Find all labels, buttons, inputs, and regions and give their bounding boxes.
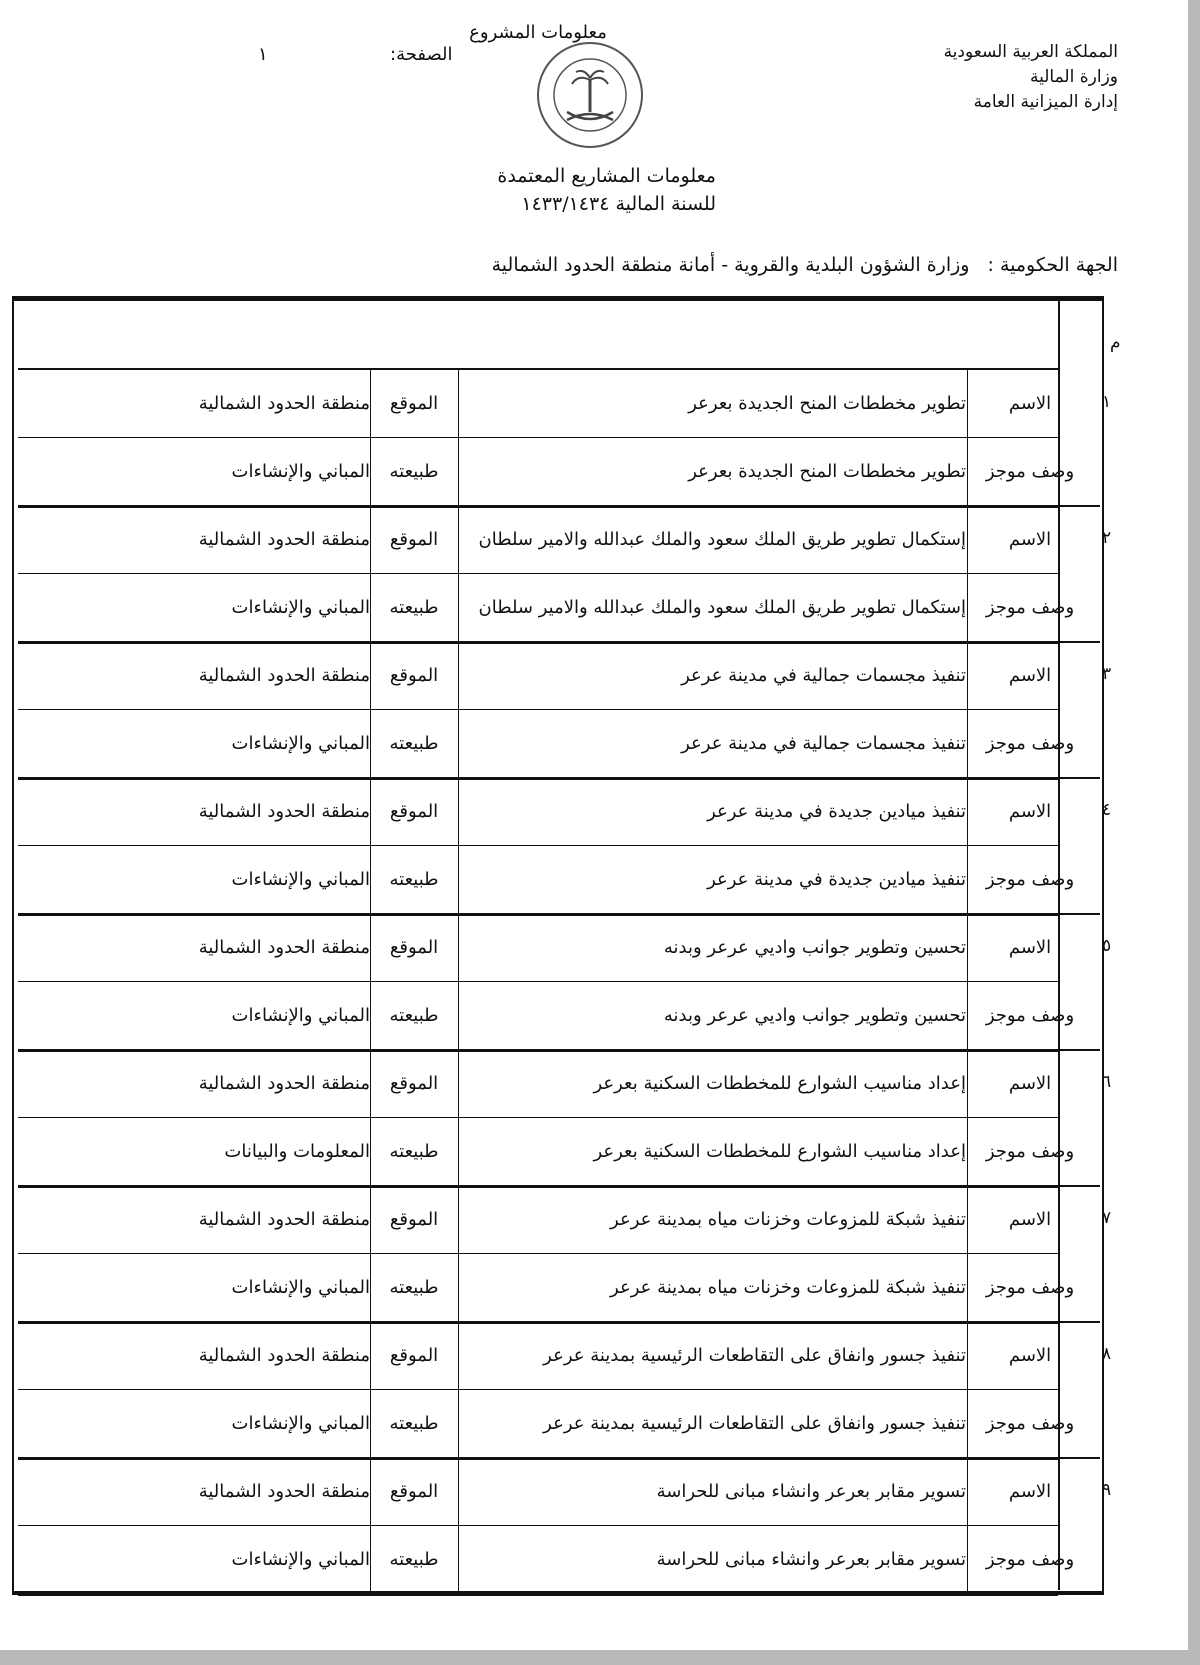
- project-number: ٥: [1102, 936, 1112, 956]
- nature-label: طبيعته: [389, 461, 439, 482]
- project-nature: المباني والإنشاءات: [231, 461, 370, 482]
- header-country: المملكة العربية السعودية: [943, 42, 1118, 62]
- desc-label: وصف موجز: [985, 869, 1075, 890]
- name-label: الاسم: [1008, 665, 1052, 686]
- entity-label: الجهة الحكومية :: [987, 254, 1118, 276]
- project-desc-row: [18, 846, 1075, 916]
- project-number: ٢: [1102, 528, 1112, 548]
- location-label: الموقع: [389, 1481, 439, 1502]
- nature-label: طبيعته: [389, 869, 439, 890]
- desc-label: وصف موجز: [985, 1549, 1075, 1570]
- desc-label: وصف موجز: [985, 1141, 1075, 1162]
- location-label: الموقع: [389, 529, 439, 550]
- nature-label: طبيعته: [389, 1141, 439, 1162]
- project-description: إعداد مناسيب الشوارع للمخططات السكنية بعرعر: [593, 1140, 966, 1162]
- project-nature: المباني والإنشاءات: [231, 733, 370, 754]
- project-nature: المباني والإنشاءات: [231, 1005, 370, 1026]
- entity-value: وزارة الشؤون البلدية والقروية - أمانة منطقة الحدود الشمالية: [491, 254, 970, 276]
- project-name: إعداد مناسيب الشوارع للمخططات السكنية بعرعر: [593, 1072, 966, 1094]
- location-label: الموقع: [389, 1073, 439, 1094]
- column-divider: [458, 982, 459, 1049]
- project-name-row: [18, 370, 1058, 438]
- table-header-row: [18, 302, 1058, 370]
- column-divider: [458, 1050, 459, 1117]
- location-label: الموقع: [389, 937, 439, 958]
- project-nature: المباني والإنشاءات: [231, 1277, 370, 1298]
- column-divider: [458, 846, 459, 913]
- column-divider: [458, 1390, 459, 1457]
- nature-label: طبيعته: [389, 1413, 439, 1434]
- project-desc-row: [18, 1390, 1075, 1460]
- project-number: ٨: [1102, 1344, 1112, 1364]
- project-name: تنفيذ جسور وانفاق على التقاطعات الرئيسية بمدينة عرعر: [543, 1344, 966, 1366]
- project-number: ٤: [1102, 800, 1112, 820]
- project-name-row: [18, 1186, 1058, 1254]
- project-description: تسوير مقابر بعرعر وانشاء مبانى للحراسة: [656, 1548, 966, 1570]
- project-location: منطقة الحدود الشمالية: [198, 393, 370, 414]
- location-label: الموقع: [389, 1345, 439, 1366]
- location-label: الموقع: [389, 665, 439, 686]
- column-divider: [458, 438, 459, 505]
- title-line-2: للسنة المالية ١٤٣٣/١٤٣٤: [521, 193, 716, 215]
- name-label: الاسم: [1008, 1481, 1052, 1502]
- name-label: الاسم: [1008, 801, 1052, 822]
- project-location: منطقة الحدود الشمالية: [198, 1209, 370, 1230]
- desc-label: وصف موجز: [985, 1277, 1075, 1298]
- project-desc-row: [18, 710, 1075, 780]
- nature-label: طبيعته: [389, 1549, 439, 1570]
- column-divider: [458, 1118, 459, 1185]
- name-label: الاسم: [1008, 937, 1052, 958]
- project-description: تنفيذ ميادين جديدة في مدينة عرعر: [707, 868, 966, 890]
- project-desc-row: [18, 438, 1075, 508]
- project-description: إستكمال تطوير طريق الملك سعود والملك عبدالله والامير سلطان: [478, 596, 966, 618]
- project-desc-row: [18, 1118, 1075, 1188]
- project-name-row: [18, 1050, 1058, 1118]
- project-name: تسوير مقابر بعرعر وانشاء مبانى للحراسة: [656, 1480, 966, 1502]
- column-divider: [458, 1526, 459, 1593]
- header-ministry: وزارة المالية: [1030, 67, 1118, 87]
- location-label: الموقع: [389, 801, 439, 822]
- name-label: الاسم: [1008, 393, 1052, 414]
- project-nature: المباني والإنشاءات: [231, 597, 370, 618]
- project-nature: المعلومات والبيانات: [224, 1141, 370, 1162]
- nature-label: طبيعته: [389, 597, 439, 618]
- column-divider: [458, 370, 459, 437]
- column-divider: [458, 710, 459, 777]
- project-description: تنفيذ شبكة للمزوعات وخزنات مياه بمدينة عرعر: [610, 1276, 966, 1298]
- project-description: تحسين وتطوير جوانب واديي عرعر وبدنه: [663, 1004, 966, 1026]
- government-entity: [492, 254, 1118, 276]
- project-description: تنفيذ جسور وانفاق على التقاطعات الرئيسية بمدينة عرعر: [543, 1412, 966, 1434]
- project-desc-row: [18, 574, 1075, 644]
- project-name: تنفيذ شبكة للمزوعات وخزنات مياه بمدينة عرعر: [610, 1208, 966, 1230]
- title-line-1: معلومات المشاريع المعتمدة: [497, 165, 716, 187]
- page-number: ١: [258, 44, 268, 65]
- desc-label: وصف موجز: [985, 1413, 1075, 1434]
- project-nature: المباني والإنشاءات: [231, 1549, 370, 1570]
- column-divider: [458, 1458, 459, 1525]
- project-number: ٣: [1102, 664, 1112, 684]
- column-divider: [458, 914, 459, 981]
- desc-label: وصف موجز: [985, 461, 1075, 482]
- column-divider: [458, 506, 459, 573]
- column-divider: [458, 1322, 459, 1389]
- header-serial: م: [1110, 333, 1121, 353]
- column-divider: [458, 778, 459, 845]
- location-label: الموقع: [389, 393, 439, 414]
- header-project-info: معلومات المشروع: [469, 22, 607, 43]
- project-name: تنفيذ مجسمات جمالية في مدينة عرعر: [681, 664, 966, 686]
- header-department: إدارة الميزانية العامة: [973, 92, 1118, 112]
- column-divider: [458, 1186, 459, 1253]
- project-location: منطقة الحدود الشمالية: [198, 1073, 370, 1094]
- nature-label: طبيعته: [389, 1005, 439, 1026]
- project-nature: المباني والإنشاءات: [231, 1413, 370, 1434]
- location-label: الموقع: [389, 1209, 439, 1230]
- project-name-row: [18, 914, 1058, 982]
- project-location: منطقة الحدود الشمالية: [198, 801, 370, 822]
- project-name: تحسين وتطوير جوانب واديي عرعر وبدنه: [663, 936, 966, 958]
- project-name: إستكمال تطوير طريق الملك سعود والملك عبدالله والامير سلطان: [478, 528, 966, 550]
- project-number: ٦: [1102, 1072, 1112, 1092]
- desc-label: وصف موجز: [985, 597, 1075, 618]
- project-name-row: [18, 778, 1058, 846]
- column-divider: [458, 1254, 459, 1321]
- project-location: منطقة الحدود الشمالية: [198, 665, 370, 686]
- project-location: منطقة الحدود الشمالية: [198, 1345, 370, 1366]
- project-number: ٩: [1102, 1480, 1112, 1500]
- project-nature: المباني والإنشاءات: [231, 869, 370, 890]
- project-desc-row: [18, 982, 1075, 1052]
- column-divider: [458, 574, 459, 641]
- project-name-row: [18, 642, 1058, 710]
- project-name-row: [18, 1322, 1058, 1390]
- document-title: [430, 162, 716, 218]
- project-name-row: [18, 1458, 1058, 1526]
- nature-label: طبيعته: [389, 1277, 439, 1298]
- name-label: الاسم: [1008, 1345, 1052, 1366]
- project-desc-row: [18, 1254, 1075, 1324]
- desc-label: وصف موجز: [985, 1005, 1075, 1026]
- project-desc-row: [18, 1526, 1075, 1596]
- project-description: تطوير مخططات المنح الجديدة بعرعر: [688, 460, 966, 482]
- desc-label: وصف موجز: [985, 733, 1075, 754]
- ministry-of-finance-logo: [525, 40, 655, 150]
- nature-label: طبيعته: [389, 733, 439, 754]
- project-name-row: [18, 506, 1058, 574]
- project-location: منطقة الحدود الشمالية: [198, 529, 370, 550]
- project-number: ٧: [1102, 1208, 1112, 1228]
- project-location: منطقة الحدود الشمالية: [198, 1481, 370, 1502]
- name-label: الاسم: [1008, 529, 1052, 550]
- project-description: تنفيذ مجسمات جمالية في مدينة عرعر: [681, 732, 966, 754]
- column-divider: [458, 642, 459, 709]
- header-issuer-block: [944, 40, 1118, 115]
- project-name: تنفيذ ميادين جديدة في مدينة عرعر: [707, 800, 966, 822]
- name-label: الاسم: [1008, 1073, 1052, 1094]
- name-label: الاسم: [1008, 1209, 1052, 1230]
- project-name: تطوير مخططات المنح الجديدة بعرعر: [688, 392, 966, 414]
- project-number: ١: [1102, 392, 1112, 412]
- project-location: منطقة الحدود الشمالية: [198, 937, 370, 958]
- page-label: الصفحة:: [390, 44, 453, 65]
